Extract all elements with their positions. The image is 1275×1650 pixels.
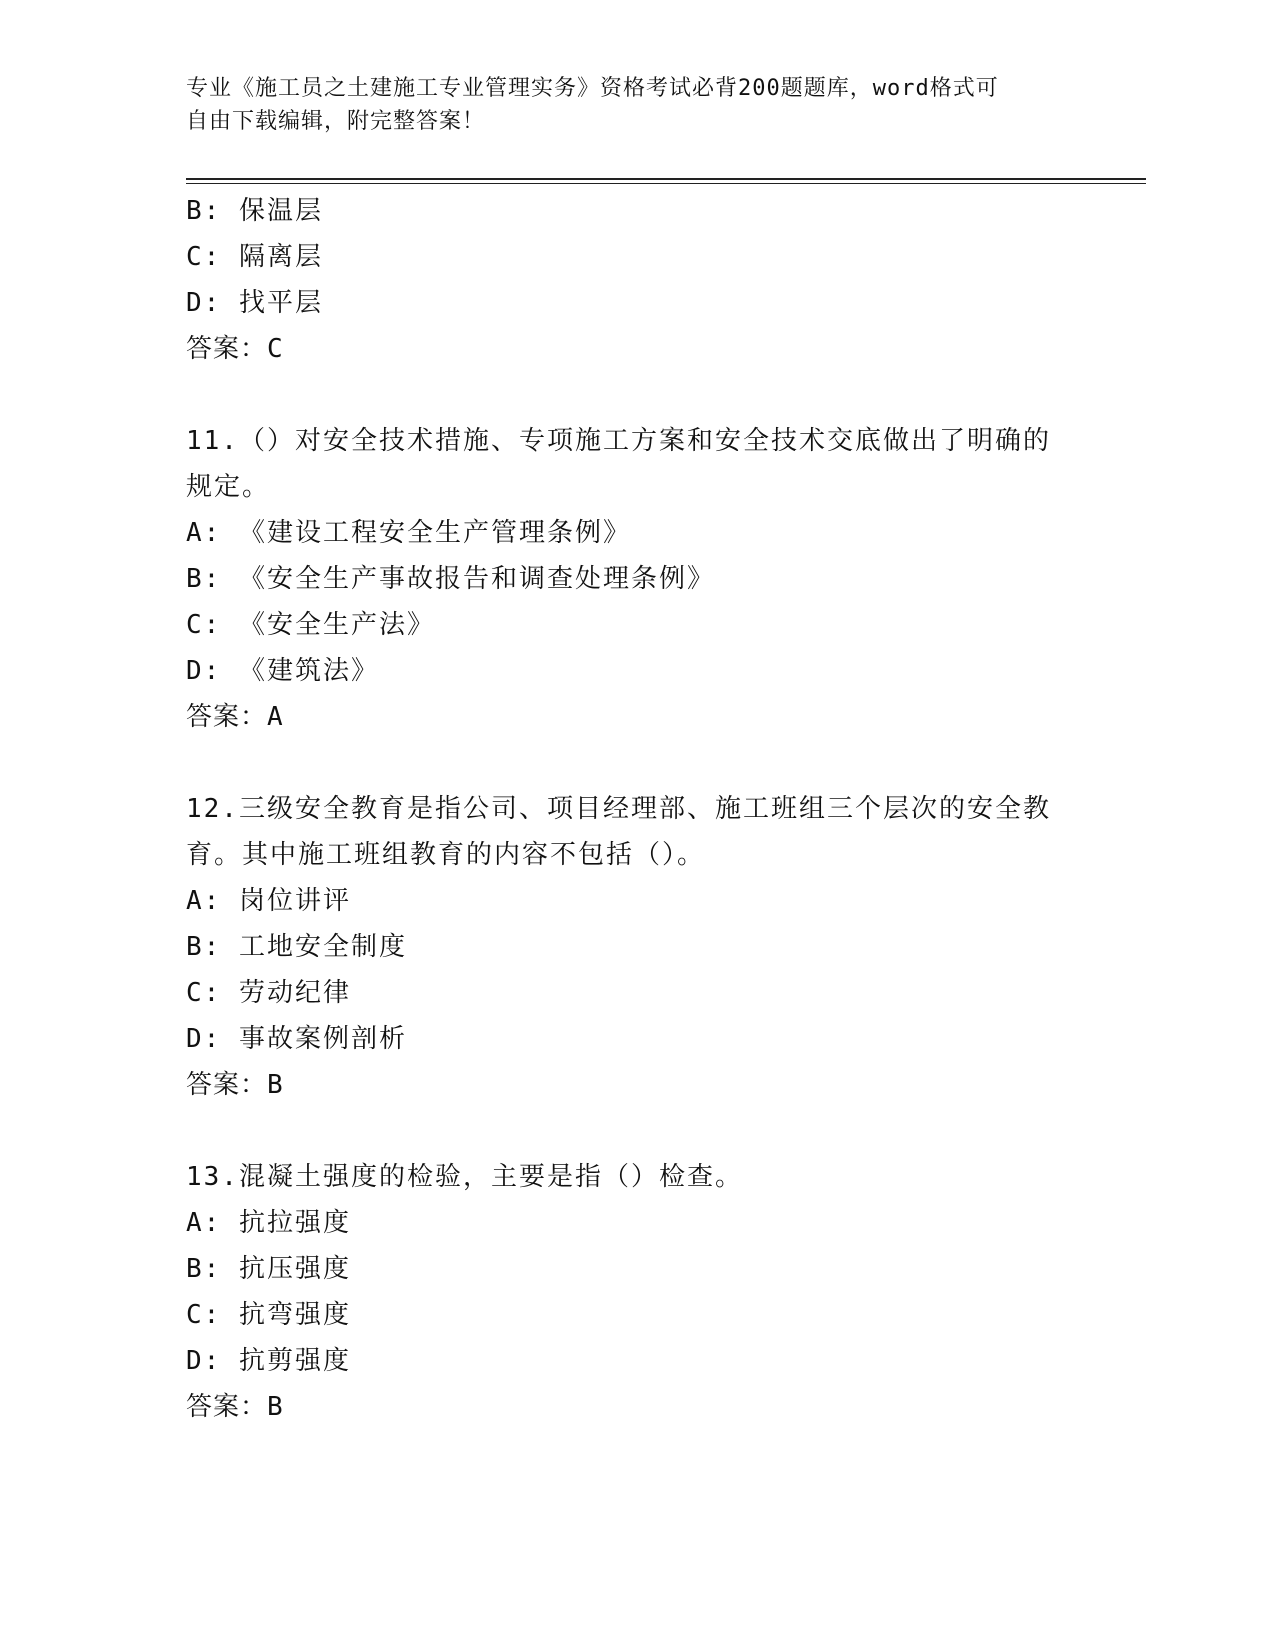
option-c: C: 抗弯强度 (186, 1300, 351, 1330)
answer-label: 答案：C (186, 334, 284, 364)
question-list (186, 188, 1066, 1430)
option-a: A: 抗拉强度 (186, 1208, 351, 1238)
question-stem-line-1: 13.混凝土强度的检验，主要是指（）检查。 (186, 1162, 743, 1192)
option-d: D: 事故案例剖析 (186, 1024, 407, 1054)
header-title-line-2: 自由下载编辑，附完整答案！ (186, 109, 486, 134)
question-block-12 (186, 786, 1066, 1108)
answer-label: 答案：A (186, 702, 284, 732)
question-block-10 (186, 188, 1066, 372)
option-d: D: 找平层 (186, 288, 323, 318)
spacer (186, 372, 1066, 418)
spacer (186, 740, 1066, 786)
answer-label: 答案：B (186, 1070, 284, 1100)
option-b: B: 保温层 (186, 196, 323, 226)
option-b: B: 《安全生产事故报告和调查处理条例》 (186, 564, 715, 594)
question-stem-line-2: 育。其中施工班组教育的内容不包括（）。 (186, 840, 706, 870)
header-divider-thin (186, 183, 1146, 184)
document-header (186, 72, 1066, 138)
option-d: D: 《建筑法》 (186, 656, 379, 686)
question-block-11 (186, 418, 1066, 740)
option-c: C: 劳动纪律 (186, 978, 351, 1008)
option-a: A: 《建设工程安全生产管理条例》 (186, 518, 631, 548)
question-stem-line-2: 规定。 (186, 472, 271, 502)
question-stem-line-1: 12.三级安全教育是指公司、项目经理部、施工班组三个层次的安全教 (186, 794, 1051, 824)
option-b: B: 抗压强度 (186, 1254, 351, 1284)
option-a: A: 岗位讲评 (186, 886, 351, 916)
option-c: C: 隔离层 (186, 242, 323, 272)
header-divider-thick (186, 178, 1146, 180)
question-block-13 (186, 1154, 1066, 1430)
header-title-line-1: 专业《施工员之土建施工专业管理实务》资格考试必背200题题库，word格式可 (186, 76, 999, 101)
option-d: D: 抗剪强度 (186, 1346, 351, 1376)
answer-label: 答案：B (186, 1392, 284, 1422)
option-c: C: 《安全生产法》 (186, 610, 435, 640)
question-stem-line-1: 11.（）对安全技术措施、专项施工方案和安全技术交底做出了明确的 (186, 426, 1051, 456)
spacer (186, 1108, 1066, 1154)
option-b: B: 工地安全制度 (186, 932, 407, 962)
